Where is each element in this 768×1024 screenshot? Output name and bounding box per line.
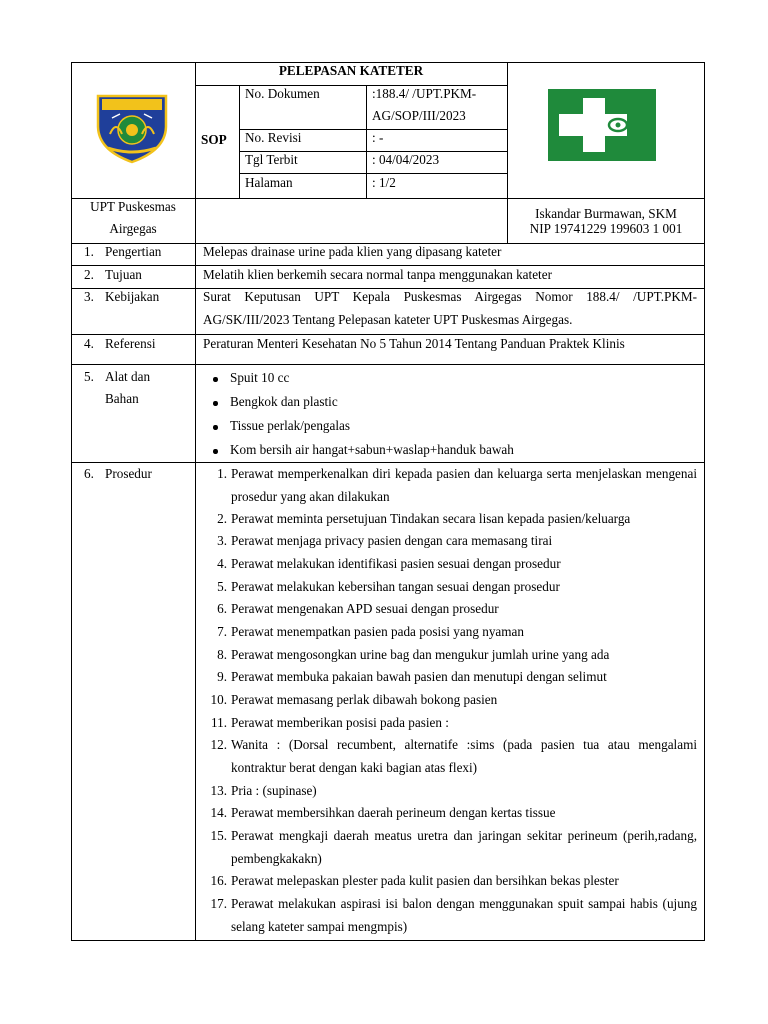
- meta-value-document-number: :188.4/ /UPT.PKM-: [372, 86, 477, 101]
- table-border-left: [71, 62, 72, 941]
- step-text: Perawat menjaga privacy pasien dengan cara memasang tirai: [231, 533, 553, 548]
- section-label-tujuan: Tujuan: [105, 267, 142, 282]
- list-item-text: Bengkok dan plastic: [230, 394, 338, 409]
- meta-value-page: : 1/2: [372, 175, 396, 190]
- step-number: 4.: [217, 556, 227, 571]
- table-border-right: [704, 62, 705, 941]
- step-number: 10.: [210, 692, 227, 707]
- sop-column-divider: [239, 85, 240, 198]
- step-number: 6.: [217, 601, 227, 616]
- meta-row-line-3: [239, 173, 507, 174]
- logo-column-divider: [507, 62, 508, 198]
- row-line-2: [71, 265, 705, 266]
- step-text: Perawat mengosongkan urine bag dan mengukur jumlah urine yang ada: [231, 647, 610, 662]
- step-text: Perawat meminta persetujuan Tindakan secara lisan kepada pasien/keluarga: [231, 511, 631, 526]
- section-label-pengertian: Pengertian: [105, 244, 162, 259]
- section-number-tujuan: 2.: [84, 267, 94, 282]
- step-number: 16.: [210, 873, 227, 888]
- step-text: Perawat mengenakan APD sesuai dengan prosedur: [231, 601, 499, 616]
- step-text: Wanita : (Dorsal recumbent, alternatife :sims (pada pasien tua atau mengalami kontraktur berat dengan kaki bagian atas flexi): [231, 737, 697, 775]
- meta-label-revision: No. Revisi: [245, 130, 302, 145]
- step-number: 1.: [217, 466, 227, 481]
- section-number-pengertian: 1.: [84, 244, 94, 259]
- list-item-text: Spuit 10 cc: [230, 370, 290, 385]
- section-label-alat: Alat dan: [105, 369, 151, 384]
- section-text-kebijakan: Surat Keputusan UPT Kepala Puskesmas Airgegas Nomor 188.4/ /UPT.PKM-AG/SK/III/2023 Tentang Pelepasan kateter UPT Puskesmas Airgegas.: [203, 289, 697, 327]
- step-number: 9.: [217, 669, 227, 684]
- step-number: 13.: [210, 783, 227, 798]
- bullet-icon: [213, 449, 218, 454]
- regency-crest-icon: [92, 90, 172, 166]
- step-text: Perawat memasang perlak dibawah bokong pasien: [231, 692, 498, 707]
- institution-name-cont: Airgegas: [109, 221, 157, 236]
- step-number: 5.: [217, 579, 227, 594]
- step-number: 2.: [217, 511, 227, 526]
- step-number: 8.: [217, 647, 227, 662]
- step-number: 7.: [217, 624, 227, 639]
- row-line-5: [71, 364, 705, 365]
- meta-value-document-number-cont: AG/SOP/III/2023: [372, 108, 466, 123]
- list-item-text: Kom bersih air hangat+sabun+waslap+handuk bawah: [230, 442, 514, 457]
- table-border-bottom: [71, 940, 705, 941]
- step-number: 12.: [210, 737, 227, 752]
- step-text: Perawat melepaskan plester pada kulit pasien dan bersihkan bekas plester: [231, 873, 619, 888]
- signatory-name: Iskandar Burmawan, SKM: [535, 206, 677, 221]
- step-text: Perawat memberikan posisi pada pasien :: [231, 715, 449, 730]
- section-text-tujuan: Melatih klien berkemih secara normal tanpa menggunakan kateter: [203, 267, 552, 282]
- step-number: 11.: [211, 715, 227, 730]
- step-text: Perawat melakukan identifikasi pasien sesuai dengan prosedur: [231, 556, 561, 571]
- section-number-referensi: 4.: [84, 336, 94, 351]
- list-item-text: Tissue perlak/pengalas: [230, 418, 351, 433]
- step-number: 15.: [210, 828, 227, 843]
- meta-label-issue-date: Tgl Terbit: [245, 152, 298, 167]
- document-title: PELEPASAN KATETER: [278, 63, 424, 78]
- meta-value-issue-date: : 04/04/2023: [372, 152, 440, 167]
- section-number-kebijakan: 3.: [84, 289, 94, 304]
- meta-value-divider: [366, 85, 367, 198]
- row-line-4: [71, 334, 705, 335]
- step-text: Perawat membuka pakaian bawah pasien dan menutupi dengan selimut: [231, 669, 607, 684]
- step-text: Perawat memperkenalkan diri kepada pasien dan keluarga serta menjelaskan mengenai prosedur yang akan dilakukan: [231, 466, 697, 504]
- step-text: Perawat menempatkan pasien pada posisi yang nyaman: [231, 624, 524, 639]
- section-number-alat: 5.: [84, 369, 94, 384]
- step-text: Perawat membersihkan daerah perineum dengan kertas tissue: [231, 805, 556, 820]
- label-column-divider: [195, 62, 196, 941]
- section-label-alat-cont: Bahan: [105, 391, 139, 406]
- step-text: Perawat melakukan aspirasi isi balon dengan menggunakan spuit sampai habis (ujung selang kateter sampai mengmpis): [231, 896, 697, 934]
- meta-label-page: Halaman: [245, 175, 293, 190]
- section-text-referensi: Peraturan Menteri Kesehatan No 5 Tahun 2014 Tentang Panduan Praktek Klinis: [203, 336, 625, 351]
- bullet-icon: [213, 377, 218, 382]
- signatory-nip: NIP 19741229 199603 1 001: [529, 221, 683, 236]
- step-number: 17.: [210, 896, 227, 911]
- section-label-referensi: Referensi: [105, 336, 156, 351]
- section-label-kebijakan: Kebijakan: [105, 289, 160, 304]
- step-number: 14.: [210, 805, 227, 820]
- sop-label: SOP: [201, 132, 227, 147]
- step-number: 3.: [217, 533, 227, 548]
- section-number-prosedur: 6.: [84, 466, 94, 481]
- meta-label-document-number: No. Dokumen: [245, 86, 320, 101]
- section-label-prosedur: Prosedur: [105, 466, 152, 481]
- institution-name: UPT Puskesmas: [90, 199, 176, 214]
- bullet-icon: [213, 425, 218, 430]
- bullet-icon: [213, 401, 218, 406]
- step-text: Perawat melakukan kebersihan tangan sesuai dengan prosedur: [231, 579, 560, 594]
- section-text-pengertian: Melepas drainase urine pada klien yang dipasang kateter: [203, 244, 502, 259]
- meta-value-revision: : -: [372, 130, 384, 145]
- step-text: Pria : (supinase): [231, 783, 317, 798]
- puskesmas-cross-icon: [547, 88, 657, 162]
- step-text: Perawat mengkaji daerah meatus uretra dan jaringan sekitar perineum (perih,radang, pembengkakakn): [231, 828, 697, 866]
